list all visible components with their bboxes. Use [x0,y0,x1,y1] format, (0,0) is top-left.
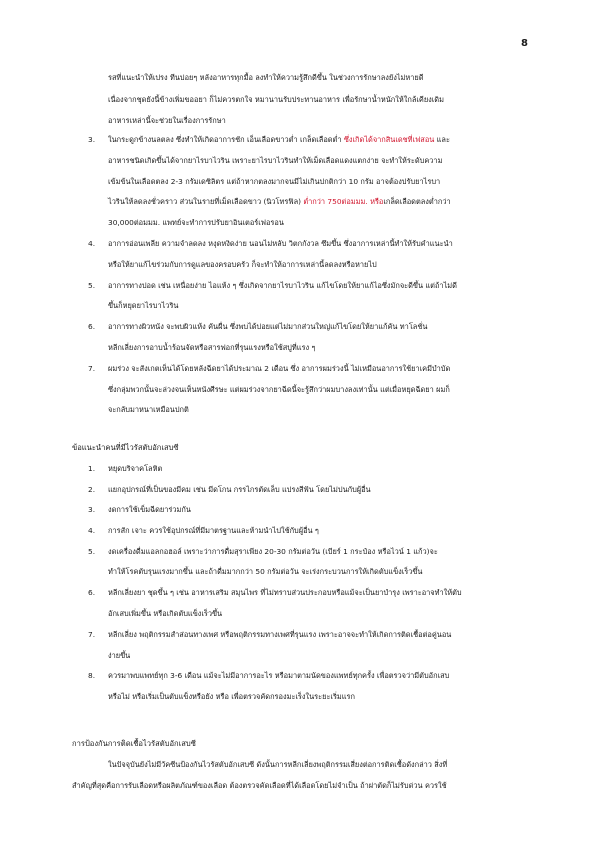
body-line: เข้มข้นในเลือดตลง 2-3 กรัมเดซิลิตร แต่ถ้าหากตลงมากจนมีไม่เกินปกติกว่า 10 กรัม อาจต้องปรับยาไรบา [108,177,441,186]
body-line: อาหารชนิดเกิดขึ้นได้จากยาไรบาไวริน เพราะยาไรบาไวรินทำให้เม็ดเลือดแดงแตกง่าย จะทำให้ระดับความ [108,156,443,165]
section-heading: การป้องกันการติดเชื้อไวรัสตับอักเสบซี [72,739,196,748]
list-number: 8. [88,671,96,680]
body-line: ทำให้โรคตับรุนแรงมากขึ้น และถ้าดื่มมากกว่า 50 กรัมต่อวัน จะเร่งกระบวนการให้เกิดตับแข็งเร็วขึ้น [108,567,423,576]
body-line: อาการอ่อนเพลีย ความจำลดลง หงุดหงิดง่าย นอนไม่หลับ วิตกกังวล ซึมขึ้น ซึ่งอาการเหล่านี้ทำให้รับคำแนะนำ [108,239,453,248]
body-line: อาหารเหล่านี้จะช่วยในเรื่องการรักษา [108,116,226,125]
body-line: แยกอุปกรณ์ที่เป็นของมีคม เช่น มีดโกน กรรไกรตัดเล็บ แปรงสีฟัน โดยไม่ปนกับผู้อื่น [108,485,371,494]
body-line: หลีกเลี่ยง พฤติกรรมสำส่อนทางเพศ หรือพฤติกรรมทางเพศที่รุนแรง เพราะอาจจะทำให้เกิดการติดเชื้อต่อคู่นอน [108,630,452,639]
body-line: การสัก เจาะ ควรใช้อุปกรณ์ที่มีมาตรฐานและห้ามนำไปใช้กับผู้อื่น ๆ [108,526,319,535]
section-heading: ข้อแนะนำคนที่มีไวรัสตับอักเสบซี [72,443,179,452]
body-line: เนื่องจากชุดยังนี้ข้างเพิ่มขออยา ก็ไม่ควรตกใจ หมานานรับประทานอาหาร เพื่อรักษาน้ำหนักให้ใกล้เคียงเดิม [108,95,444,104]
body-line: ซึ่งกลุ่มพวกนั้นจะล่วงจนเห็นหนังศีรษะ แต่ผมร่วงจากยาฉีดนี้จะรู้สึกว่าผมบางลงเท่านั้น แต่เมื่อหยุดฉีดยา ผมก็ [108,385,450,394]
list-number: 1. [88,464,96,473]
body-line: ควรมาพบแพทย์ทุก 3-6 เดือน แม้จะไม่มีอาการอะไร หรือมาตามนัดของแพทย์ทุกครั้ง เพื่อตรวจว่ามีตับอักเสบ [108,671,450,680]
body-line: งดเครื่องดื่มแอลกอฮอล์ เพราะว่าการดื่มสุราเพียง 20-30 กรัมต่อวัน (เบียร์ 1 กระป๋อง หรือไวน์ 1 แก้ว)จะ [108,547,438,556]
highlighted-text: ต่ำกว่า 750ต่อมมม. หรือ [303,197,384,206]
list-number: 7. [88,630,96,639]
list-number: 4. [88,239,96,248]
list-number: 2. [88,485,96,494]
body-line: ขึ้นก็หยุดยาไรบาไวริน [108,301,179,310]
list-number: 6. [88,322,96,331]
body-line: หรือให้ยาแก้ไขร่วมกับการดูแลของครอบครัว ก็จะทำให้อาการเหล่านี้ลดลงหรือหายไป [108,260,377,269]
body-line: อาการทางปอด เช่น เหนื่อยง่าย ไอแห้ง ๆ ซึ่งเกิดจากยาไรบาไวริน แก้ไขโดยให้ยาแก้ไอซึ่งมักจะดีขึ้น แต่ถ้าไม่ดี [108,281,457,290]
highlighted-text: ซึ่งเกิดได้จากสินเดชที่เฟสอน [343,135,435,144]
body-line: 30,000ต่อมมม. แพทย์จะทำการปรับยาอินเตอร์เฟอรอน [108,218,284,227]
body-line: ผมร่วง จะสังเกตเห็นได้โดยหลังฉีดยาได้ประมาณ 2 เดือน ซึ่ง อาการผมร่วงนี้ ไม่เหมือนอาการใช้ยาเคมีบำบัด [108,364,451,373]
body-line: หลีกเลี่ยงยา ชุดขึ้น ๆ เช่น อาหารเสริม สมุนไพร ที่ไม่ทราบส่วนประกอบหรือแม้จะเป็นยาบำรุง เพราะอาจทำให้ตับ [108,588,462,597]
body-line: ง่ายขึ้น [108,651,131,660]
body-line: ในกระดูกข้างนลตลง ซึ่งทำให้เกิดอาการชัก เอ็นเลือดขาวต่ำ เกล็ดเลือดต่ำ ซึ่งเกิดได้จากสินเดชที่เฟสอน และ [108,135,450,144]
page-number: 8 [521,38,528,49]
body-line: สำคัญที่สุดคือการรับเลือดหรือผลิตภัณฑ์ของเลือด ต้องตรวจคัดเลือดที่ได้เลือดโดยไม่จำเป็น ถ้าผ่าตัดก็ไม่รับด่วน ควรใช้ [72,781,447,790]
body-line: อักเสบเพิ่มขึ้น หรือเกิดตับแข็งเร็วขึ้น [108,609,223,618]
list-number: 5. [88,281,96,290]
body-line: รสที่แนะนำให้เปรง ทีนบ่อยๆ หลังอาหารทุกมื้อ ลงทำให้ความรู้สึกดีขึ้น ในช่วงการรักษาลงยังไม่หายดี [108,73,424,82]
body-line: อาการทางผิวหนัง จะพบผิวแห้ง คันผื่น ซึ่งพบได้บ่อยแต่ไม่มากส่วนใหญ่แก้ไขโดยให้ยาแก้คัน ทาโลชั่น [108,322,428,331]
body-line: ในปัจจุบันยังไม่มีวัคซีนป้องกันไวรัสตับอักเสบซี ดังนั้นการหลีกเลี่ยงพฤติกรรมเสี่ยงต่อการติดเชื้อดังกล่าว สิ่งที่ [108,760,448,769]
list-number: 3. [88,135,96,144]
body-line: งดการใช้เข็มฉีดยาร่วมกัน [108,505,191,514]
list-number: 3. [88,505,96,514]
body-line: หรือไม่ หรือเริ่มเป็นตับแข็งหรือยัง หรือ เพื่อตรวจคัดกรองมะเร็งในระยะเริ่มแรก [108,692,355,701]
list-number: 7. [88,364,96,373]
list-number: 6. [88,588,96,597]
body-line: ไวรินให้ลดลงชั่วคราว ส่วนในรายที่เม็ดเลือดขาว (นิวโทรฟิล) ต่ำกว่า 750ต่อมมม. หรือเกล็ดเลือดตลงต่ำกว่า [108,197,451,206]
list-number: 4. [88,526,96,535]
body-line: จะกลับมาหนาเหมือนปกติ [108,405,189,414]
body-line: หลีกเลี่ยงการอาบน้ำร้อนจัดหรือสารฟอกที่รุนแรงหรือใช้สบู่ที่แรง ๆ [108,343,316,352]
list-number: 5. [88,547,96,556]
body-line: หยุดบริจาคโลหิต [108,464,163,473]
